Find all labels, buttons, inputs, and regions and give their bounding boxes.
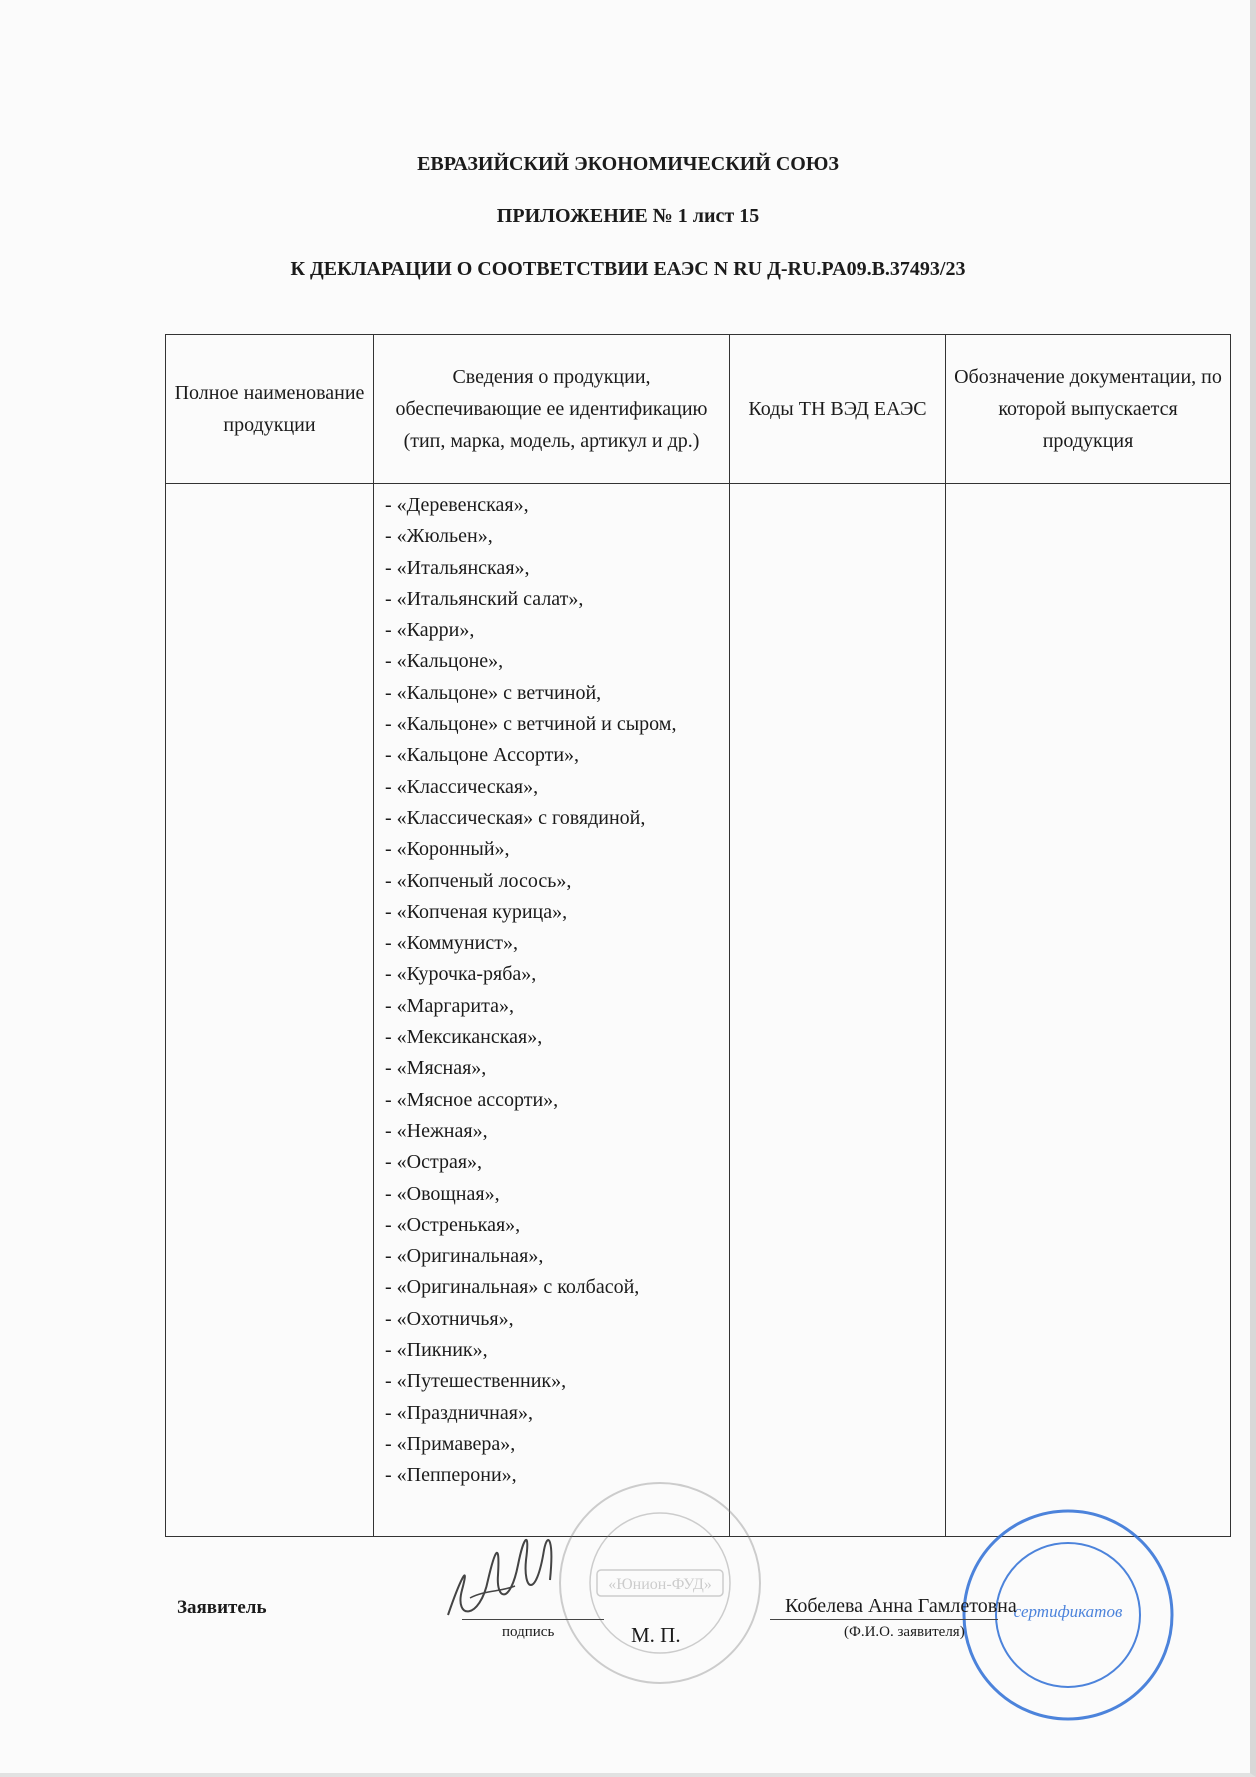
- list-item: - «Праздничная»,: [385, 1401, 533, 1424]
- list-item: - «Классическая» с говядиной,: [385, 806, 646, 829]
- union-title: ЕВРАЗИЙСКИЙ ЭКОНОМИЧЕСКИЙ СОЮЗ: [417, 153, 839, 175]
- list-item: - «Итальянский салат»,: [385, 587, 584, 610]
- stamp-left-label: «Юнион-ФУД»: [608, 1576, 712, 1593]
- applicant-label: Заявитель: [177, 1597, 267, 1618]
- list-item: - «Курочка-ряба»,: [385, 963, 537, 986]
- list-item: - «Овощная»,: [385, 1182, 500, 1205]
- list-item: - «Карри»,: [385, 619, 475, 642]
- list-item: - «Мексиканская»,: [385, 1026, 543, 1049]
- stamp-right-label: сертификатов: [1013, 1602, 1123, 1621]
- appendix-title: ПРИЛОЖЕНИЕ № 1 лист 15: [496, 205, 760, 227]
- list-item: - «Острая»,: [385, 1151, 483, 1174]
- list-item: - «Итальянская»,: [385, 556, 530, 579]
- header-documentation: Обозначение документации, по которой выпускается продукция: [946, 335, 1231, 484]
- list-item: - «Копченая курица»,: [385, 900, 568, 923]
- list-item: - «Кальцоне» с ветчиной и сыром,: [385, 713, 677, 736]
- list-item: - «Охотничья»,: [385, 1307, 514, 1330]
- list-item: - «Пепперони»,: [385, 1464, 517, 1487]
- list-item: - «Кальцоне Ассорти»,: [385, 744, 580, 767]
- mp-label: М. П.: [631, 1623, 681, 1647]
- list-item: - «Кальцоне»,: [385, 650, 504, 673]
- list-item: - «Оригинальная»,: [385, 1245, 544, 1268]
- header-product-info: Сведения о продукции, обеспечивающие ее идентификацию (тип, марка, модель, артикул и др.): [374, 335, 730, 484]
- fio-caption: (Ф.И.О. заявителя): [844, 1624, 965, 1640]
- declaration-table: [165, 334, 1231, 1537]
- list-item: - «Деревенская»,: [385, 494, 529, 516]
- list-item: - «Мясная»,: [385, 1057, 487, 1080]
- cell-full-name: [166, 484, 374, 1537]
- list-item: - «Пикник»,: [385, 1339, 488, 1362]
- company-stamp-icon: [555, 1478, 765, 1688]
- table-row: [166, 484, 1231, 1537]
- list-item: - «Оригинальная» с колбасой,: [385, 1276, 640, 1299]
- header-tn-ved-codes: Коды ТН ВЭД ЕАЭС: [730, 335, 946, 484]
- header-full-name: Полное наименование продукции: [166, 335, 374, 484]
- list-item: - «Маргарита»,: [385, 994, 514, 1017]
- list-item: - «Путешественник»,: [385, 1370, 567, 1393]
- signature-icon: [440, 1520, 570, 1630]
- list-item: - «Коммунист»,: [385, 932, 518, 955]
- list-item: - «Классическая»,: [385, 775, 539, 798]
- list-item: - «Мясное ассорти»,: [385, 1088, 559, 1111]
- cell-product-info: [374, 484, 730, 1537]
- list-item: - «Жюльен»,: [385, 525, 493, 548]
- table-header-row: [166, 335, 1231, 484]
- list-item: - «Нежная»,: [385, 1119, 488, 1142]
- list-item: - «Остренькая»,: [385, 1213, 521, 1236]
- list-item: - «Примавера»,: [385, 1432, 516, 1455]
- product-items-list: [374, 484, 729, 1492]
- fio-line: [770, 1619, 998, 1620]
- cell-codes: [730, 484, 946, 1537]
- signature-line: [462, 1619, 604, 1620]
- signature-caption: подпись: [502, 1624, 555, 1640]
- cell-documentation: [946, 484, 1231, 1537]
- declaration-title: К ДЕКЛАРАЦИИ О СООТВЕТСТВИИ ЕАЭС N RU Д-RU.PA09.B.37493/23: [290, 258, 966, 280]
- list-item: - «Кальцоне» с ветчиной,: [385, 681, 602, 704]
- applicant-name: Кобелева Анна Гамлетовна: [785, 1595, 1017, 1617]
- list-item: - «Копченый лосось»,: [385, 869, 572, 892]
- list-item: - «Коронный»,: [385, 838, 510, 861]
